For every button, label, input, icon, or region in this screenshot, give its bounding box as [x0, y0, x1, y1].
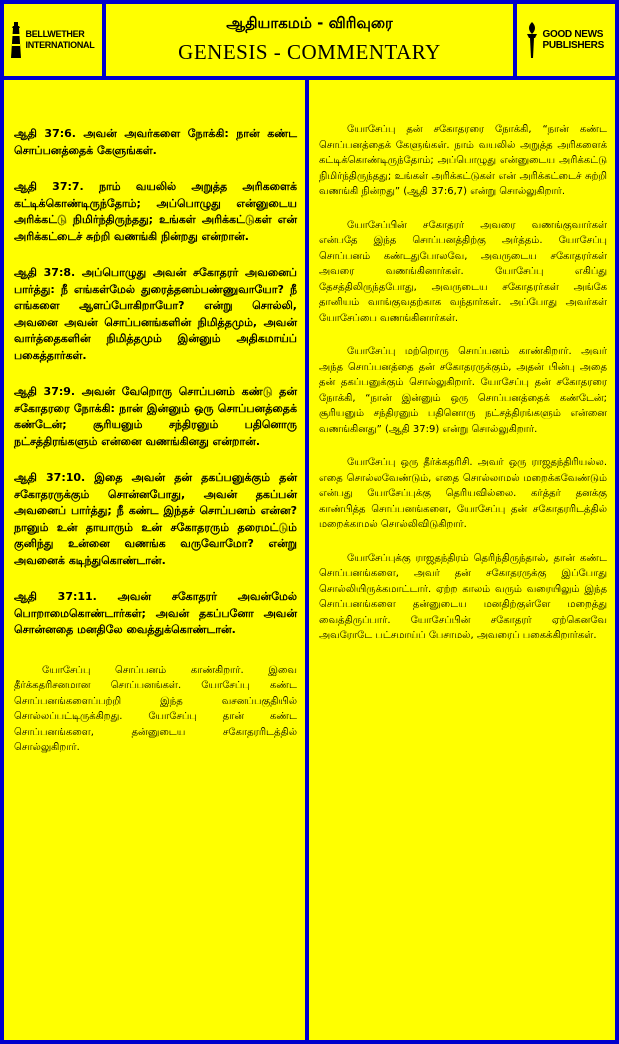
- title-english: GENESIS - COMMENTARY: [178, 40, 441, 64]
- header: [4, 4, 615, 80]
- lighthouse-icon: [9, 20, 23, 60]
- verse-37-7: ஆதி 37:7. நாம் வயலில் அறுத்த அரிகளைக் கட்டிக்கொண்டிருந்தோம்; அப்பொழுது என்னுடைய அரிக்கட்டு நிமிர்ந்திருந்தது; உங்கள் அரிக்கட்டுகள் என் அரிக்கட்டைச் சுற்றி வணங்கி நின்றது என்றான்.: [14, 180, 297, 243]
- commentary-paragraph: யோசேப்பின் சகோதரர் அவரை வணங்குவார்கள் என்பதே இந்த சொப்பனத்திற்கு அர்த்தம். யோசேப்பு சொப்பனம் கண்டதுபோலவே, அவருடைய சகோதரர்கள் அவரை வணங்கினார்கள். யோசேப்பு எகிப்து தேசத்திலிருந்தபோது, அவருடைய சகோதரர்கள் அங்கே தானியம் வாங்குவதற்காக வந்தார்கள். அப்போது அவர்கள் யோசேப்பை வணங்கினார்கள்.: [319, 219, 607, 324]
- left-column: [4, 80, 309, 1040]
- commentary-paragraph: யோசேப்பு ஒரு தீர்க்கதரிசி. அவர் ஒரு ராஜதந்திரியல்ல. எதை சொல்லவேண்டும், எதை சொல்லாமல் மறைக்கவேண்டும் என்பது யோசேப்புக்கு தெரியவில்லை. கர்த்தர் தனக்கு காண்பித்த சொப்பனங்களை, யோசேப்பு தன் சகோதரரிடத்தில் மறைக்காமல் சொல்லிவிடுகிறார்.: [319, 457, 607, 530]
- torch-icon: [524, 20, 540, 60]
- verse-37-9: ஆதி 37:9. அவன் வேறொரு சொப்பனம் கண்டு தன் சகோதரரை நோக்கி: நான் இன்னும் ஒரு சொப்பனத்தைக் கண்டேன்; சூரியனும் சந்திரனும் பதினொரு நட்சத்திரங்களும் என்னை வணங்கினது என்றான்.: [14, 385, 297, 448]
- title-tamil: ஆதியாகமம் - விரிவுரை: [226, 14, 393, 32]
- commentary-paragraph: யோசேப்பு சொப்பனம் காண்கிறார். இவை தீர்க்கதரிசனமான சொப்பனங்கள். யோசேப்பு கண்ட சொப்பனங்களைப்பற்றி இந்த வசனப்பகுதியில் சொல்லப்பட்டிருக்கிறது. யோசேப்பு தான் கண்ட சொப்பனங்களை, தன்னுடைய சகோதரரிடத்தில் சொல்லுகிறார்.: [14, 664, 297, 753]
- title-area: [106, 4, 513, 76]
- verse-37-11: ஆதி 37:11. அவன் சகோதரர் அவன்மேல் பொறாமைகொண்டார்கள்; அவன் தகப்பனோ அவன் சொன்னதை மனதிலே வைத்துக்கொண்டான்.: [14, 590, 297, 636]
- content-columns: [4, 80, 615, 1040]
- right-column: [309, 80, 615, 1040]
- verse-37-10: ஆதி 37:10. இதை அவன் தன் தகப்பனுக்கும் தன் சகோதரருக்கும் சொன்னபோது, அவன் தகப்பன் அவனைப் பார்த்து; நீ கண்ட இந்தச் சொப்பனம் என்ன? நானும் உன் தாயாரும் உன் சகோதரரும் தரைமட்டும் குனிந்து உன்னை வணங்க வருவோமோ? என்று அவனைக் கடிந்துகொண்டான்.: [14, 471, 297, 567]
- verse-37-6: ஆதி 37:6. அவன் அவர்களை நோக்கி: நான் கண்ட சொப்பனத்தைக் கேளுங்கள்.: [14, 127, 297, 157]
- good-news-logo-text: GOOD NEWS PUBLISHERS: [542, 29, 604, 51]
- good-news-logo: [513, 4, 615, 76]
- bellwether-logo-text: BELLWETHER INTERNATIONAL: [25, 29, 95, 50]
- commentary-paragraph: யோசேப்பு மற்றொரு சொப்பனம் காண்கிறார். அவர் அந்த சொப்பனத்தை தன் சகோதரருக்கும், அதன் பின்பு அதை தன் தகப்பனுக்கும் சொல்லுகிறார். யோசேப்பு தன் சகோதரரை நோக்கி, “நான் இன்னும் ஒரு சொப்பனத்தைக் கண்டேன்; சூரியனும் சந்திரனும் பதினொரு நட்சத்திரங்களும் என்னை வணங்கினது” (ஆதி 37:9) என்று சொல்லுகிறார்.: [319, 346, 607, 435]
- verse-37-8: ஆதி 37:8. அப்பொழுது அவன் சகோதரர் அவனைப் பார்த்து: நீ எங்கள்மேல் துரைத்தனம்பண்ணுவாயோ? நீ எங்களை ஆளப்போகிறாயோ? என்று சொல்லி, அவனை அவன் சொப்பனங்களின் நிமித்தமும், அவன் வார்த்தைகளின் நிமித்தமும் இன்னும் அதிகமாய்ப் பகைத்தார்கள்.: [14, 266, 297, 362]
- commentary-paragraph: யோசேப்பு தன் சகோதரரை நோக்கி, “நான் கண்ட சொப்பனத்தைக் கேளுங்கள். நாம் வயலில் அறுத்த அரிகளைக் கட்டிக்கொண்டிருந்தோம்; அப்பொழுது என்னுடைய அரிக்கட்டு நிமிர்ந்திருந்தது; உங்கள் அரிக்கட்டுகள் என் அரிக்கட்டைச் சுற்றி வணங்கி நின்றது” (ஆதி 37:6,7) என்று சொல்லுகிறார்.: [319, 124, 607, 197]
- bellwether-logo: [4, 4, 106, 76]
- commentary-paragraph: யோசேப்புக்கு ராஜதந்திரம் தெரிந்திருந்தால், தான் கண்ட சொப்பனங்களை, அவர் தன் சகோதரருக்கு இப்போது சொல்லியிருக்கமாட்டார். ஏற்ற காலம் வரும் வரையிலும் இந்த சொப்பனங்களை தன்னுடைய மனதிற்குள்ளே மறைத்து வைத்திருப்பார். யோசேப்பின் சகோதரர் ஏற்கெனவே அவரோடே பட்சமாய்ப் பேசாமல், அவரைப் பகைக்கிறார்கள்.: [319, 552, 607, 641]
